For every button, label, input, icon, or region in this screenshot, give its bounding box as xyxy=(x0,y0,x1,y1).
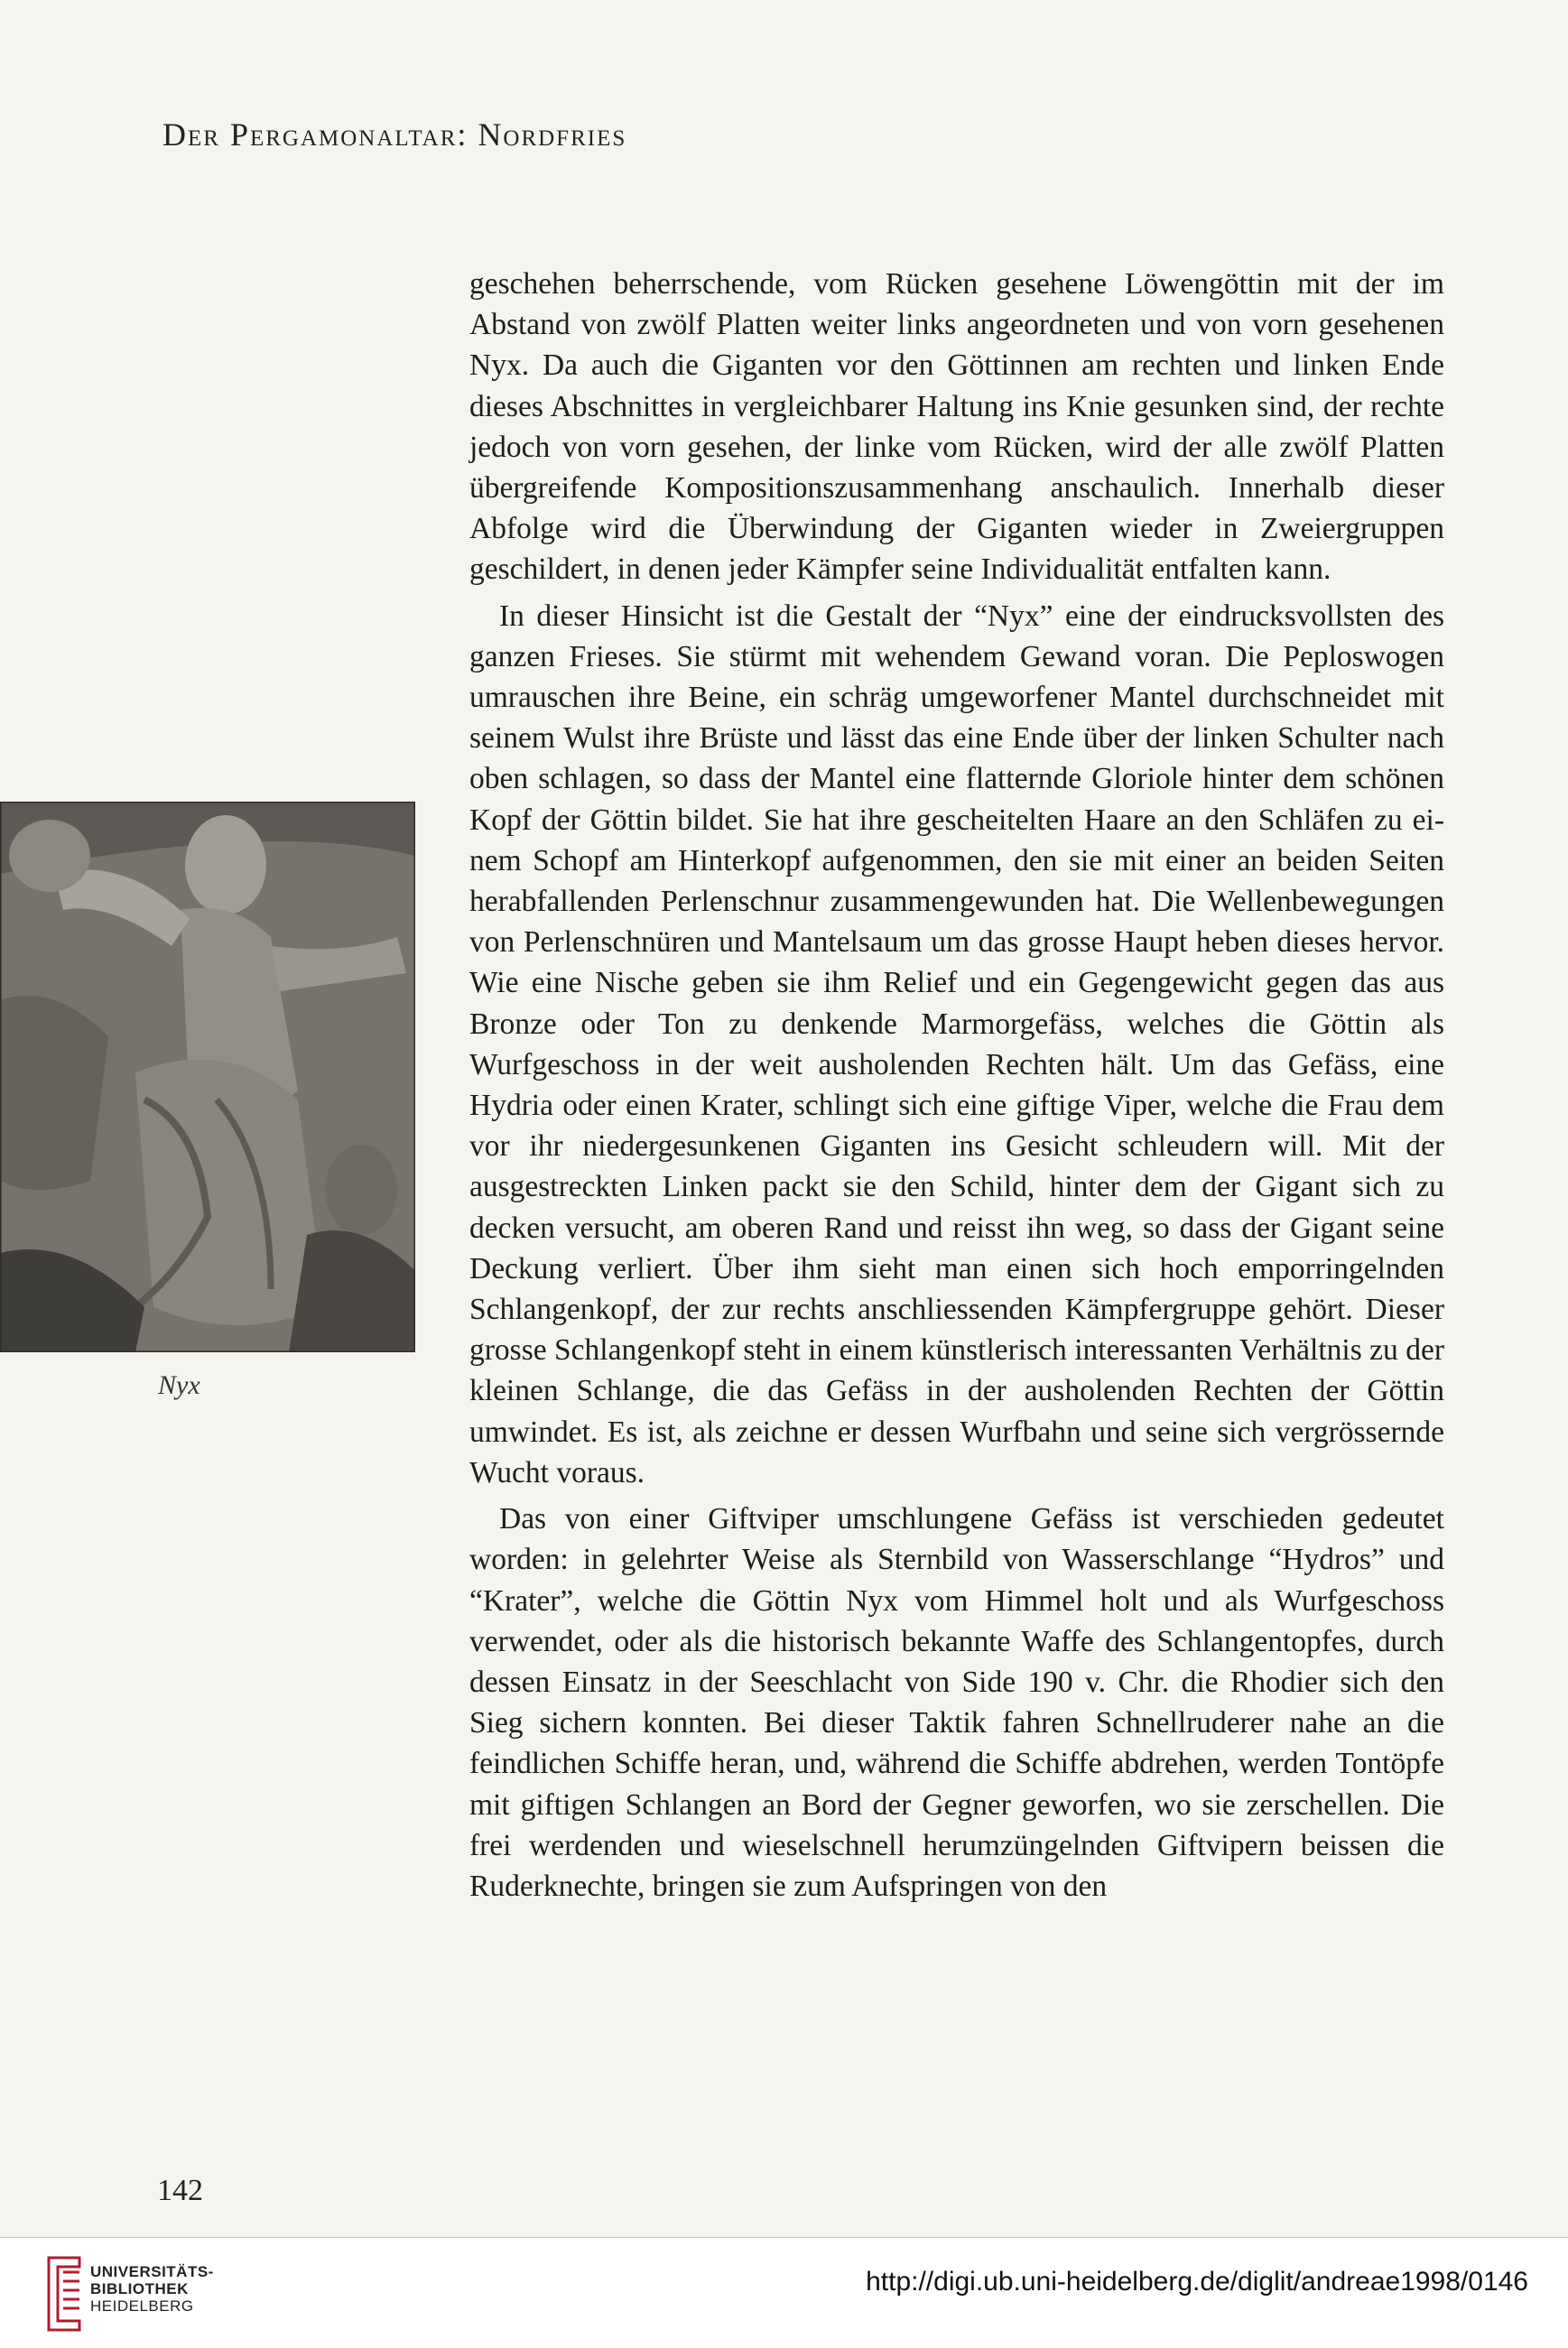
running-header: Der Pergamonaltar: Nordfries xyxy=(162,116,627,153)
permalink-url[interactable]: http://digi.ub.uni-heidelberg.de/diglit/andreae1998/0146 xyxy=(866,2267,1528,2297)
library-name-line: BIBLIOTHEK xyxy=(90,2280,189,2297)
nyx-relief-photo xyxy=(0,802,415,1352)
paragraph: Das von einer Giftviper umschlungene Gefäss ist verschieden gedeutet worden: in gelehrter Weise als Sternbild von Wasserschlange “Hydros” und “Krater”, welche die Göttin Nyx vom Himmel holt und als Wurfgeschoss verwendet, oder als die historisch bekannte Waffe des Schlangentopfes, durch dessen Einsatz in der Seeschlacht von Side 190 v. Chr. die Rhodier sich den Sieg sichern konnten. Bei dieser Taktik fahren Schnellruderer nahe an die feindlichen Schiffe heran, und, während die Schiffe abdrehen, werden Tontöpfe mit giftigen Schlangen an Bord der Gegner geworfen, wo sie zerschellen. Die frei werdenden und wieselschnell herumzüngelnden Giftvipern beissen die Ruderknechte, bringen sie zum Aufspringen von den xyxy=(469,1502,1444,1903)
library-name-line: UNIVERSITÄTS- xyxy=(90,2263,214,2280)
figure-caption: Nyx xyxy=(158,1370,200,1400)
library-logo-icon xyxy=(43,2254,85,2334)
library-footer xyxy=(0,2237,1568,2348)
paragraph: In dieser Hinsicht ist die Gestalt der “Nyx” eine der eindrucksvollsten des ganzen Frieses. Sie stürmt mit wehendem Gewand voran. Die Peploswogen umrauschen ihre Beine, ein schräg umgeworfener Mantel durchschneidet mit seinem Wulst ihre Brüste und lässt das eine Ende über der linken Schulter nach oben schlagen, so dass der Mantel eine flatternde Gloriole hinter dem schönen Kopf der Göttin bildet. Sie hat ihre gescheitelten Haare an den Schläfen zu einem Schopf am Hinterkopf aufgenommen, den sie mit einer an beiden Seiten herabfallenden Perlenschnur zusammengewunden hat. Die Wellenbewegungen von Perlenschnüren und Mantelsaum um das grosse Haupt heben dieses hervor. Wie eine Nische geben sie ihm Relief und ein Gegengewicht gegen das aus Bronze oder Ton zu denkende Marmorgefäss, welches die Göttin als Wurfgeschoss in der weit ausholenden Rechten hält. Um das Gefäss, eine Hydria oder einen Krater, schlingt sich eine giftige Viper, welche die Frau dem vor ihr niedergesunkenen Giganten ins Gesicht schleudern will. Mit der ausgestreckten Linken packt sie den Schild, hinter dem der Gigant sich zu decken versucht, am oberen Rand und reisst ihn weg, so dass der Gigant seine Deckung verliert. Über ihm sieht man einen sich hoch emporringelnden Schlangenkopf, der zur rechts anschliessenden Kämpfergruppe gehört. Dieser grosse Schlangenkopf steht in einem künstlerisch interessanten Verhältnis zu der kleinen Schlange, die das Gefäss in der ausholenden Rechten der Göttin umwindet. Es ist, als zeichne er dessen Wurfbahn und seine sich vergrössernde Wucht voraus. xyxy=(469,599,1444,1490)
library-name xyxy=(90,2263,214,2315)
paragraph: geschehen beherrschende, vom Rücken gesehene Löwengöttin mit der im Abstand von zwölf Platten weiter links angeordneten und von vorn gesehenen Nyx. Da auch die Giganten vor den Göttinnen am rechten und linken Ende dieses Abschnittes in vergleichbarer Haltung ins Knie gesunken sind, der rechte jedoch von vorn gesehen, der linke vom Rücken, wird der alle zwölf Platten übergreifende Kompositionszusammenhang anschaulich. Innerhalb dieser Abfolge wird die Überwindung der Giganten wieder in Zweiergruppen geschildert, in denen jeder Kämpfer seine Individualität entfalten kann. xyxy=(469,267,1444,587)
library-name-line: HEIDELBERG xyxy=(90,2297,194,2315)
page-number: 142 xyxy=(157,2174,203,2207)
body-text xyxy=(469,264,1444,1907)
